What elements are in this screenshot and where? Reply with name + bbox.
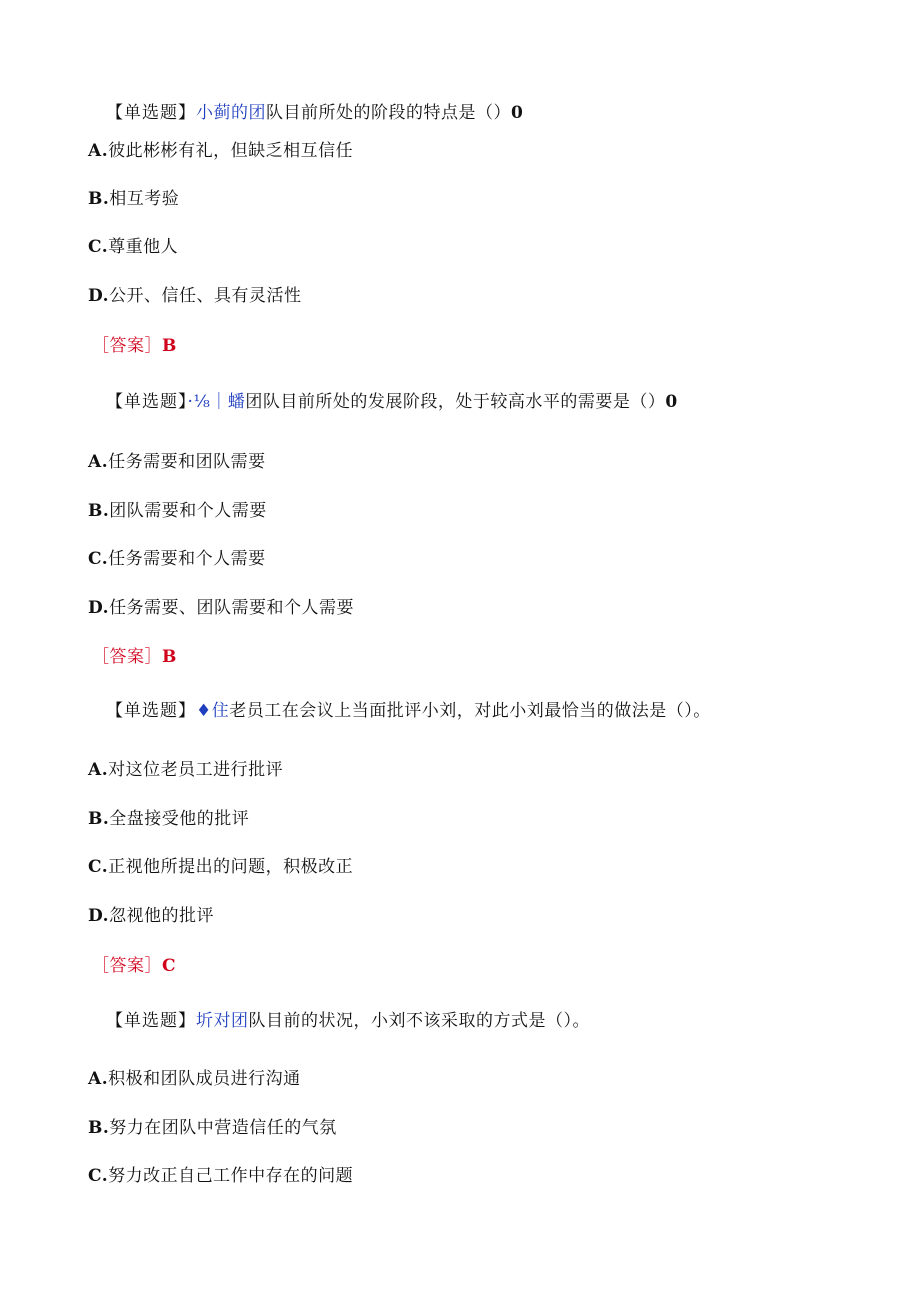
option-letter: A. <box>88 1069 109 1089</box>
question-2-stem <box>106 391 678 413</box>
option-letter: C. <box>88 1166 109 1186</box>
option-letter: A. <box>88 452 109 472</box>
answer-value: C <box>162 956 177 976</box>
option-letter: B. <box>88 189 110 209</box>
answer-label: ［答案］ <box>92 956 162 976</box>
question-2-option-d <box>88 597 354 619</box>
question-lead-highlight: 小蓟的团 <box>196 103 266 123</box>
question-1-option-c <box>88 236 178 258</box>
question-type-label: 【单选题】 <box>106 1011 196 1031</box>
option-text: 努力改正自己工作中存在的问题 <box>108 1166 354 1186</box>
question-suffix: 0 <box>665 392 678 412</box>
option-text: 全盘接受他的批评 <box>109 809 250 829</box>
question-4-option-b <box>88 1117 337 1139</box>
question-2-option-b <box>88 500 267 522</box>
answer-label: ［答案］ <box>92 336 162 356</box>
question-2-answer <box>92 646 177 668</box>
option-text: 忽视他的批评 <box>109 906 215 926</box>
option-letter: C. <box>88 857 109 877</box>
question-text: 老员工在会议上当面批评小刘，对此小刘最恰当的做法是（）。 <box>229 701 711 721</box>
question-lead-highlight: 圻对团 <box>196 1011 249 1031</box>
option-letter: B. <box>88 501 110 521</box>
question-lead-highlight: ·⅛｜蟠 <box>187 392 246 412</box>
option-text: 正视他所提出的问题，积极改正 <box>108 857 354 877</box>
option-text: 尊重他人 <box>108 237 179 257</box>
option-letter: C. <box>88 237 109 257</box>
answer-label: ［答案］ <box>92 647 162 667</box>
question-3-option-a <box>88 759 283 781</box>
question-1-stem <box>106 102 523 124</box>
option-letter: A. <box>88 141 109 161</box>
question-text: 队目前所处的阶段的特点是（） <box>266 103 511 123</box>
option-text: 努力在团队中营造信任的气氛 <box>109 1118 337 1138</box>
question-text: 队目前的状况，小刘不该采取的方式是（）。 <box>248 1011 590 1031</box>
question-3-stem <box>106 700 711 722</box>
question-2-option-c <box>88 548 266 570</box>
question-3-option-c <box>88 856 353 878</box>
question-4-stem <box>106 1010 590 1032</box>
question-3-answer <box>92 955 176 977</box>
question-lead-highlight: ♦住 <box>196 701 230 721</box>
question-1-answer <box>92 335 177 357</box>
answer-value: B <box>162 647 177 667</box>
option-text: 对这位老员工进行批评 <box>108 760 284 780</box>
option-letter: D. <box>88 286 110 306</box>
question-1-option-b <box>88 188 179 210</box>
option-letter: C. <box>88 549 109 569</box>
question-4-option-c <box>88 1165 353 1187</box>
question-text: 团队目前所处的发展阶段，处于较高水平的需要是（） <box>245 392 666 412</box>
option-letter: B. <box>88 809 110 829</box>
option-text: 团队需要和个人需要 <box>109 501 267 521</box>
option-text: 彼此彬彬有礼，但缺乏相互信任 <box>108 141 354 161</box>
question-3-option-b <box>88 808 249 830</box>
question-3-option-d <box>88 905 214 927</box>
option-text: 相互考验 <box>109 189 180 209</box>
option-letter: B. <box>88 1118 110 1138</box>
question-4-option-a <box>88 1068 301 1090</box>
option-text: 积极和团队成员进行沟通 <box>108 1069 301 1089</box>
question-type-label: 【单选题】 <box>106 103 196 123</box>
option-text: 任务需要和个人需要 <box>108 549 266 569</box>
question-2-option-a <box>88 451 266 473</box>
question-1-option-d <box>88 285 302 307</box>
option-letter: D. <box>88 598 110 618</box>
option-text: 任务需要、团队需要和个人需要 <box>109 598 355 618</box>
question-type-label: 【单选题】 <box>106 701 196 721</box>
option-text: 公开、信任、具有灵活性 <box>109 286 302 306</box>
option-letter: A. <box>88 760 109 780</box>
question-1-option-a <box>88 140 353 162</box>
question-type-label: 【单选题】 <box>106 392 188 412</box>
answer-value: B <box>162 336 177 356</box>
option-letter: D. <box>88 906 110 926</box>
question-suffix: 0 <box>511 103 524 123</box>
option-text: 任务需要和团队需要 <box>108 452 266 472</box>
